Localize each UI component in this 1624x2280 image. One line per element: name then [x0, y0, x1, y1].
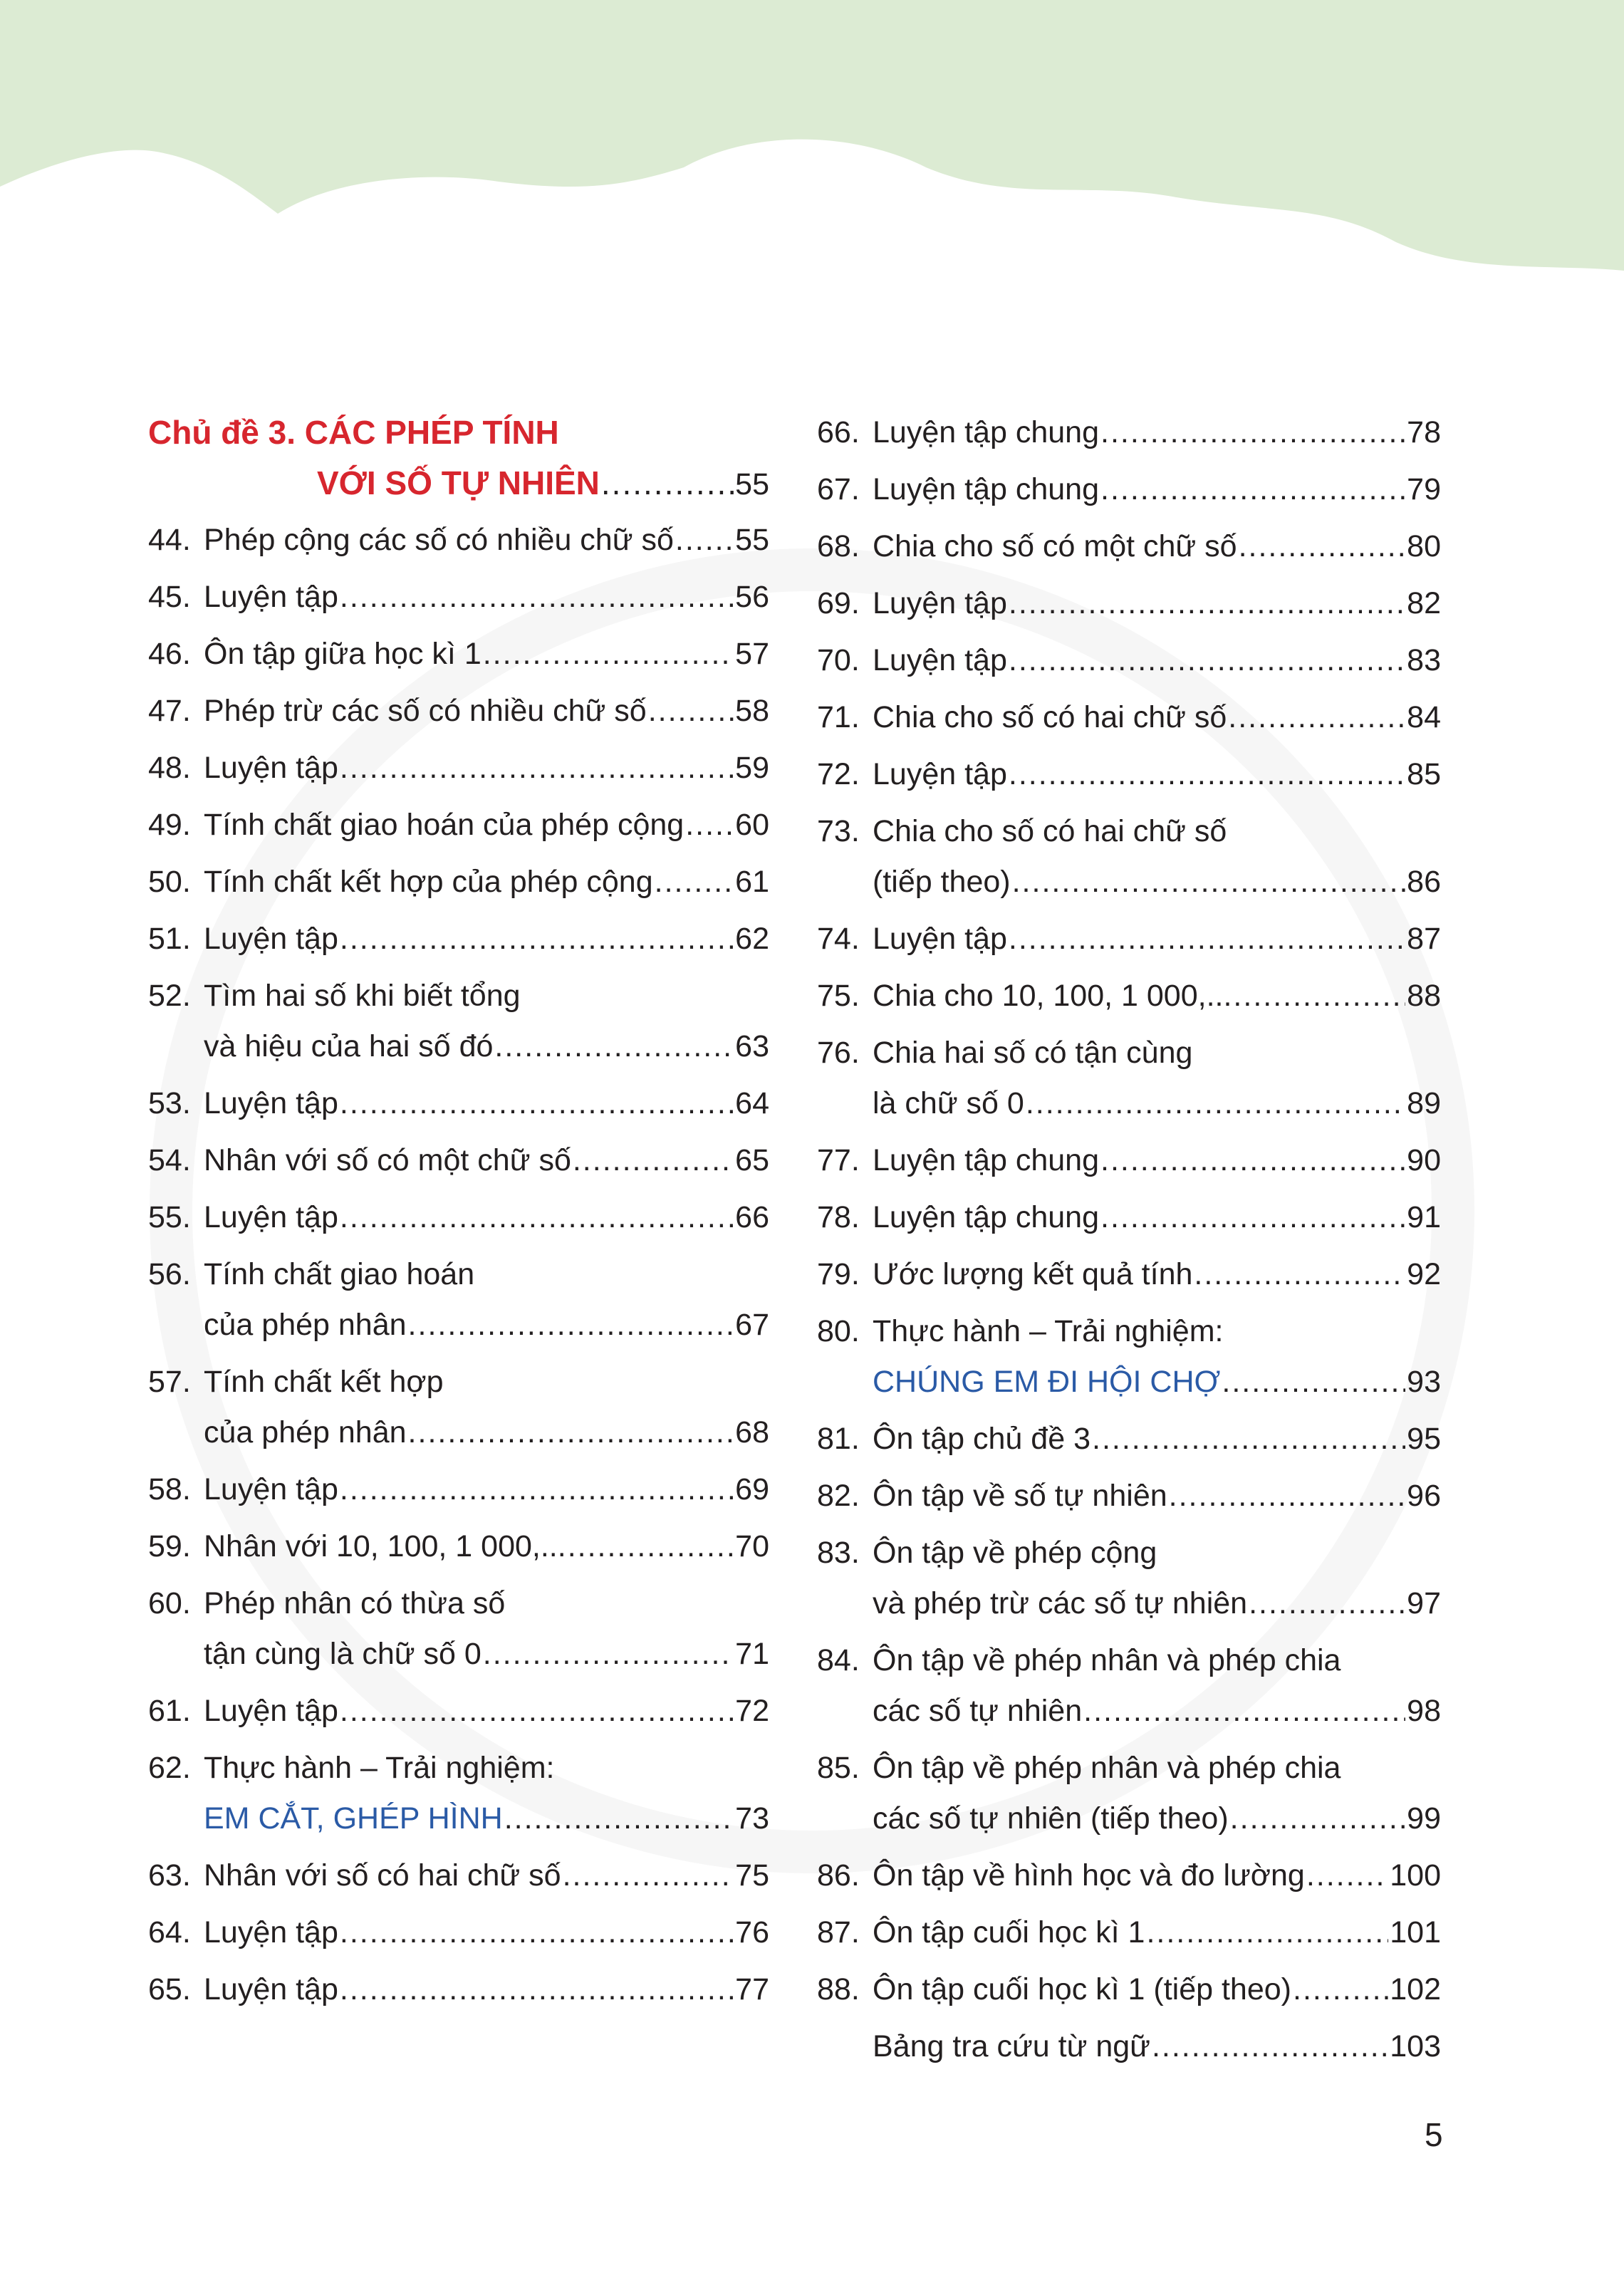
toc-entry[interactable] [148, 1578, 769, 1680]
toc-entry[interactable] [148, 800, 769, 850]
toc-entry[interactable] [817, 1192, 1441, 1243]
page-footer-number: 5 [1425, 2116, 1443, 2153]
page-number: 83 [1407, 643, 1441, 677]
entry-title: Ôn tập cuối học kì 1 (tiếp theo) [873, 1972, 1291, 2006]
toc-entry[interactable] [148, 1743, 769, 1844]
page-number: 75 [735, 1858, 769, 1893]
dot-leader [675, 515, 734, 566]
toc-entry[interactable] [817, 1028, 1441, 1129]
entry-title: Chia hai số có tận cùng [873, 1036, 1193, 1070]
toc-entry[interactable] [148, 1192, 769, 1243]
toc-entry[interactable] [148, 1686, 769, 1737]
toc-entry[interactable] [817, 407, 1441, 458]
dot-leader [504, 1794, 734, 1844]
toc-entry[interactable] [817, 1249, 1441, 1300]
page-number: 56 [735, 580, 769, 614]
entry-title: Tính chất kết hợp [204, 1365, 444, 1399]
toc-entry[interactable] [817, 464, 1441, 515]
toc-entry[interactable] [148, 629, 769, 680]
toc-entry[interactable] [148, 914, 769, 964]
entry-number: 55. [148, 1200, 191, 1234]
toc-entry[interactable] [148, 857, 769, 907]
dot-leader [340, 1192, 734, 1243]
entry-title: Ôn tập chủ đề 3 [873, 1422, 1091, 1456]
dot-leader [1009, 749, 1405, 800]
dot-leader [1100, 1135, 1405, 1186]
entry-title: Ôn tập cuối học kì 1 [873, 1915, 1145, 1950]
entry-number: 81. [817, 1422, 860, 1456]
entry-number: 54. [148, 1143, 191, 1177]
entry-title: Chia cho 10, 100, 1 000,... [873, 979, 1232, 1013]
toc-entry[interactable] [148, 686, 769, 736]
entry-number: 44. [148, 523, 191, 557]
page-number: 80 [1407, 529, 1441, 563]
entry-title: Ôn tập về phép nhân và phép chia [873, 1643, 1341, 1677]
entry-title: Chia cho số có một chữ số [873, 529, 1237, 563]
entry-title: Ôn tập về phép nhân và phép chia [873, 1751, 1341, 1785]
entry-title: và phép trừ các số tự nhiên [873, 1586, 1248, 1620]
dot-leader [483, 629, 734, 680]
toc-entry[interactable] [817, 635, 1441, 686]
toc-entry[interactable] [148, 1078, 769, 1129]
entry-title: Luyện tập [204, 1200, 338, 1234]
toc-entry[interactable] [817, 521, 1441, 572]
toc-entry[interactable] [817, 806, 1441, 907]
entry-number: 51. [148, 922, 191, 956]
entry-number: 70. [817, 643, 860, 677]
entry-title: Nhân với số có hai chữ số [204, 1858, 561, 1893]
toc-entry[interactable] [817, 1135, 1441, 1186]
toc-entry[interactable] [817, 971, 1441, 1021]
entry-title: Luyện tập [204, 1694, 338, 1728]
dot-leader [1012, 857, 1406, 907]
dot-leader [340, 1686, 734, 1737]
entry-number: 53. [148, 1086, 191, 1120]
dot-leader [1152, 2021, 1388, 2072]
entry-number: 57. [148, 1365, 191, 1399]
page-number: 93 [1407, 1365, 1441, 1399]
toc-entry[interactable] [817, 1471, 1441, 1521]
entry-title: Tính chất giao hoán của phép cộng [204, 808, 685, 842]
dot-leader [1146, 1907, 1388, 1958]
page-number: 67 [735, 1308, 769, 1342]
entry-number: 48. [148, 751, 191, 785]
entry-number: 75. [817, 979, 860, 1013]
entry-number: 66. [817, 415, 860, 449]
toc-entry[interactable] [148, 1249, 769, 1350]
entry-title: Ước lượng kết quả tính [873, 1257, 1193, 1291]
page-number: 100 [1390, 1858, 1441, 1893]
dot-leader [1009, 635, 1405, 686]
entry-number: 73. [817, 814, 860, 848]
entry-title: của phép nhân [204, 1415, 407, 1449]
dot-leader [1194, 1249, 1405, 1300]
page-number: 61 [735, 865, 769, 899]
entry-title: Chia cho số có hai chữ số [873, 700, 1227, 734]
dot-leader [1169, 1471, 1406, 1521]
dot-leader [340, 1078, 734, 1129]
entry-number: 77. [817, 1143, 860, 1177]
toc-entry[interactable] [817, 1306, 1441, 1407]
dot-leader [1306, 1850, 1388, 1901]
entry-title: Nhân với 10, 100, 1 000,... [204, 1529, 566, 1563]
entry-number: 61. [148, 1694, 191, 1728]
entry-title: của phép nhân [204, 1308, 407, 1342]
page-number: 60 [735, 808, 769, 842]
page-number: 70 [735, 1529, 769, 1563]
toc-entry[interactable] [148, 1464, 769, 1515]
entry-title: Thực hành – Trải nghiệm: [204, 1751, 555, 1785]
dot-leader [1222, 1357, 1405, 1407]
toc-entry[interactable] [148, 971, 769, 1072]
entry-number: 76. [817, 1036, 860, 1070]
entry-title: các số tự nhiên [873, 1694, 1083, 1728]
page-number: 68 [735, 1415, 769, 1449]
page-number: 66 [735, 1200, 769, 1234]
toc-entry[interactable] [817, 692, 1441, 743]
dot-leader [648, 686, 734, 736]
page-number: 82 [1407, 586, 1441, 620]
entry-title: Ôn tập giữa học kì 1 [204, 637, 482, 671]
dot-leader [1009, 578, 1405, 629]
toc-entry[interactable] [817, 1635, 1441, 1737]
dot-leader [340, 1964, 734, 2015]
page-number: 78 [1407, 415, 1441, 449]
toc-entry[interactable] [148, 1964, 769, 2015]
entry-title: Chia cho số có hai chữ số [873, 814, 1227, 848]
page-number: 55 [735, 467, 769, 501]
toc-entry[interactable] [148, 1907, 769, 1958]
entry-number: 46. [148, 637, 191, 671]
page-number: 102 [1390, 1972, 1441, 2006]
dot-leader [601, 458, 734, 509]
entry-title: Thực hành – Trải nghiệm: [873, 1314, 1224, 1348]
entry-number: 68. [817, 529, 860, 563]
entry-title: Luyện tập chung [873, 415, 1099, 449]
dot-leader [1230, 1794, 1405, 1844]
entry-number: 49. [148, 808, 191, 842]
entry-title: Luyện tập [873, 643, 1007, 677]
toc-entry[interactable] [148, 515, 769, 566]
page-number: 90 [1407, 1143, 1441, 1177]
toc-entry[interactable] [148, 1135, 769, 1186]
page-number: 64 [735, 1086, 769, 1120]
entry-title: EM CẮT, GHÉP HÌNH [204, 1801, 503, 1836]
dot-leader [1100, 407, 1405, 458]
dot-leader [655, 857, 734, 907]
entry-number: 86. [817, 1858, 860, 1893]
dot-leader [340, 743, 734, 793]
entry-title: Luyện tập [204, 580, 338, 614]
page-number: 73 [735, 1801, 769, 1836]
entry-title: tận cùng là chữ số 0 [204, 1637, 482, 1671]
entry-title: các số tự nhiên (tiếp theo) [873, 1801, 1229, 1836]
toc-entry[interactable] [817, 749, 1441, 800]
entry-title: Luyện tập chung [873, 1200, 1099, 1234]
entry-number: 79. [817, 1257, 860, 1291]
entry-number: 85. [817, 1751, 860, 1785]
dot-leader [1293, 1964, 1388, 2015]
toc-entry[interactable] [817, 2021, 1441, 2072]
toc-entry[interactable] [817, 1528, 1441, 1629]
page-number: 77 [735, 1972, 769, 2006]
toc-entry[interactable] [817, 914, 1441, 964]
entry-title: Luyện tập [204, 1472, 338, 1506]
entry-title: Phép cộng các số có nhiều chữ số [204, 523, 674, 557]
page-number: 59 [735, 751, 769, 785]
chapter-heading[interactable] [148, 407, 769, 509]
dot-leader [408, 1300, 734, 1350]
toc-entry[interactable] [148, 743, 769, 793]
dot-leader [1026, 1078, 1405, 1129]
entry-title: Ôn tập về phép cộng [873, 1536, 1157, 1570]
entry-number: 64. [148, 1915, 191, 1950]
page-number: 63 [735, 1029, 769, 1063]
entry-title: Phép trừ các số có nhiều chữ số [204, 694, 647, 728]
page-number: 84 [1407, 700, 1441, 734]
dot-leader [1228, 692, 1405, 743]
entry-title: Tính chất kết hợp của phép cộng [204, 865, 653, 899]
dot-leader [494, 1021, 734, 1072]
page-number: 88 [1407, 979, 1441, 1013]
dot-leader [1233, 971, 1405, 1021]
entry-number: 87. [817, 1915, 860, 1950]
entry-title: là chữ số 0 [873, 1086, 1024, 1120]
page-number: 65 [735, 1143, 769, 1177]
entry-title: Phép nhân có thừa số [204, 1586, 506, 1620]
dot-leader [1083, 1686, 1405, 1737]
entry-number: 56. [148, 1257, 191, 1291]
entry-title: Luyện tập [204, 1972, 338, 2006]
dot-leader [483, 1629, 734, 1680]
dot-leader [340, 914, 734, 964]
entry-number: 74. [817, 922, 860, 956]
page-number: 55 [735, 523, 769, 557]
page-number: 79 [1407, 472, 1441, 506]
entry-title: Tính chất giao hoán [204, 1257, 475, 1291]
page-number: 98 [1407, 1694, 1441, 1728]
entry-number: 83. [817, 1536, 860, 1570]
chapter-title-line1: Chủ đề 3. CÁC PHÉP TÍNH [148, 414, 559, 451]
page-number: 69 [735, 1472, 769, 1506]
entry-title: Luyện tập chung [873, 1143, 1099, 1177]
toc-entry[interactable] [148, 1850, 769, 1901]
page-number: 86 [1407, 865, 1441, 899]
page-number: 72 [735, 1694, 769, 1728]
toc-entry[interactable] [817, 1743, 1441, 1844]
page-number: 99 [1407, 1801, 1441, 1836]
entry-title: Luyện tập [873, 922, 1007, 956]
page-number: 71 [735, 1637, 769, 1671]
page-number: 89 [1407, 1086, 1441, 1120]
page-number: 91 [1407, 1200, 1441, 1234]
entry-title: Luyện tập chung [873, 472, 1099, 506]
entry-number: 88. [817, 1972, 860, 2006]
toc-entry[interactable] [148, 572, 769, 623]
dot-leader [568, 1521, 734, 1572]
entry-number: 60. [148, 1586, 191, 1620]
toc-entry[interactable] [148, 1357, 769, 1458]
entry-title: CHÚNG EM ĐI HỘI CHỢ [873, 1365, 1221, 1399]
toc-entry[interactable] [817, 1964, 1441, 2015]
entry-number: 78. [817, 1200, 860, 1234]
entry-number: 71. [817, 700, 860, 734]
entry-number: 47. [148, 694, 191, 728]
entry-number: 58. [148, 1472, 191, 1506]
page-number: 58 [735, 694, 769, 728]
entry-title: Ôn tập về số tự nhiên [873, 1479, 1167, 1513]
page-number: 76 [735, 1915, 769, 1950]
entry-number: 84. [817, 1643, 860, 1677]
dot-leader [1249, 1578, 1405, 1629]
dot-leader [340, 572, 734, 623]
toc-entry[interactable] [817, 1414, 1441, 1464]
dot-leader [1100, 464, 1405, 515]
entry-title: Luyện tập [873, 586, 1007, 620]
page-number: 92 [1407, 1257, 1441, 1291]
page-number: 101 [1390, 1915, 1441, 1950]
entry-title: Nhân với số có một chữ số [204, 1143, 571, 1177]
toc-entry[interactable] [148, 1521, 769, 1572]
page-number: 62 [735, 922, 769, 956]
toc-left-column [148, 407, 769, 2021]
entry-title: Luyện tập [204, 1086, 338, 1120]
entry-number: 65. [148, 1972, 191, 2006]
entry-number: 45. [148, 580, 191, 614]
entry-title: và hiệu của hai số đó [204, 1029, 494, 1063]
page-number: 87 [1407, 922, 1441, 956]
dot-leader [573, 1135, 734, 1186]
entry-title: Tìm hai số khi biết tổng [204, 979, 521, 1013]
page-number: 85 [1407, 757, 1441, 791]
entry-number: 63. [148, 1858, 191, 1893]
dot-leader [1239, 521, 1406, 572]
entry-number: 82. [817, 1479, 860, 1513]
dot-leader [685, 800, 734, 850]
entry-title: (tiếp theo) [873, 865, 1011, 899]
entry-title: Ôn tập về hình học và đo lường [873, 1858, 1305, 1893]
dot-leader [1009, 914, 1405, 964]
dot-leader [340, 1464, 734, 1515]
page-number: 96 [1407, 1479, 1441, 1513]
page-number: 103 [1390, 2029, 1441, 2063]
entry-number: 67. [817, 472, 860, 506]
entry-number: 72. [817, 757, 860, 791]
page-number: 57 [735, 637, 769, 671]
dot-leader [1100, 1192, 1405, 1243]
chapter-title-line2: VỚI SỐ TỰ NHIÊN [317, 464, 600, 501]
entry-title: Bảng tra cứu từ ngữ [873, 2029, 1150, 2063]
page-number: 95 [1407, 1422, 1441, 1456]
entry-title: Luyện tập [204, 751, 338, 785]
entry-number: 62. [148, 1751, 191, 1785]
entry-number: 80. [817, 1314, 860, 1348]
entry-title: Luyện tập [873, 757, 1007, 791]
toc-entry[interactable] [817, 1850, 1441, 1901]
entry-title: Luyện tập [204, 1915, 338, 1950]
entry-number: 59. [148, 1529, 191, 1563]
toc-entry[interactable] [817, 578, 1441, 629]
entry-title: Luyện tập [204, 922, 338, 956]
dot-leader [1092, 1414, 1405, 1464]
dot-leader [408, 1407, 734, 1458]
entry-number: 52. [148, 979, 191, 1013]
toc-right-column [817, 407, 1441, 2078]
page-number: 97 [1407, 1586, 1441, 1620]
toc-entry[interactable] [817, 1907, 1441, 1958]
dot-leader [563, 1850, 734, 1901]
entry-number: 69. [817, 586, 860, 620]
entry-number: 50. [148, 865, 191, 899]
dot-leader [340, 1907, 734, 1958]
